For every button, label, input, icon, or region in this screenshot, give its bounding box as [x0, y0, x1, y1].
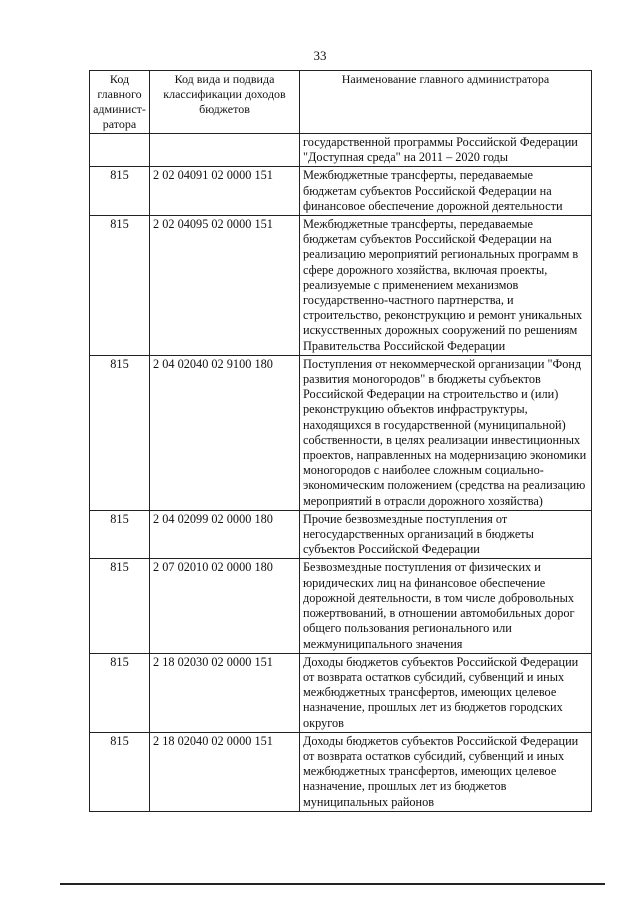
admin-name-cell: Доходы бюджетов субъектов Российской Федерации от возврата остатков субсидий, субвенций и иных межбюджетных трансфертов, имеющих целевое назначение, прошлых лет из бюджетов муниципальных районов	[300, 732, 592, 811]
admin-name-cell: государственной программы Российской Федерации "Доступная среда" на 2011 – 2020 годы	[300, 134, 592, 167]
admin-code-cell: 815	[90, 510, 150, 559]
table-row	[90, 510, 592, 559]
table-row	[90, 653, 592, 732]
revenue-code-cell: 2 04 02040 02 9100 180	[150, 355, 300, 510]
revenue-code-cell: 2 07 02010 02 0000 180	[150, 559, 300, 653]
table-row	[90, 559, 592, 653]
revenue-code-cell	[150, 134, 300, 167]
header-admin-code: Код главного админист-ратора	[90, 71, 150, 134]
admin-name-cell: Межбюджетные трансферты, передаваемые бюджетам субъектов Российской Федерации на финансовое обеспечение дорожной деятельности	[300, 167, 592, 216]
header-admin-name: Наименование главного администратора	[300, 71, 592, 134]
admin-code-cell: 815	[90, 559, 150, 653]
table-row	[90, 134, 592, 167]
table-row	[90, 167, 592, 216]
revenue-code-cell: 2 02 04091 02 0000 151	[150, 167, 300, 216]
header-revenue-code: Код вида и подвида классификации доходов бюджетов	[150, 71, 300, 134]
table-row	[90, 216, 592, 356]
admin-name-cell: Доходы бюджетов субъектов Российской Федерации от возврата остатков субсидий, субвенций и иных межбюджетных трансфертов, имеющих целевое назначение, прошлых лет из бюджетов городских округов	[300, 653, 592, 732]
revenue-code-cell: 2 18 02030 02 0000 151	[150, 653, 300, 732]
admin-code-cell: 815	[90, 167, 150, 216]
admin-name-cell: Прочие безвозмездные поступления от негосударственных организаций в бюджеты субъектов Российской Федерации	[300, 510, 592, 559]
table-row	[90, 355, 592, 510]
admin-name-cell: Поступления от некоммерческой организации "Фонд развития моногородов" в бюджеты субъектов Российской Федерации на строительство и (или) реконструкцию объектов инфраструктуры, находящихся в государственной (муниципальной) собственности, в целях реализации инвестиционных проектов, направленных на модернизацию экономики моногородов с наиболее сложным социально-экономическим положением (средства на реализацию мероприятий в отрасли дорожного хозяйства)	[300, 355, 592, 510]
admin-code-cell: 815	[90, 653, 150, 732]
footer-divider	[60, 883, 605, 885]
revenue-code-cell: 2 04 02099 02 0000 180	[150, 510, 300, 559]
admin-code-cell: 815	[90, 732, 150, 811]
admin-code-cell: 815	[90, 216, 150, 356]
revenue-administrators-table	[89, 70, 592, 812]
admin-name-cell: Безвозмездные поступления от физических и юридических лиц на финансовое обеспечение дорожной деятельности, в том числе добровольных пожертвований, в отношении автомобильных дорог общего пользования регионального или межмуниципального значения	[300, 559, 592, 653]
revenue-code-cell: 2 02 04095 02 0000 151	[150, 216, 300, 356]
table-row	[90, 732, 592, 811]
revenue-code-cell: 2 18 02040 02 0000 151	[150, 732, 300, 811]
table-header-row	[90, 71, 592, 134]
admin-code-cell	[90, 134, 150, 167]
admin-code-cell: 815	[90, 355, 150, 510]
admin-name-cell: Межбюджетные трансферты, передаваемые бюджетам субъектов Российской Федерации на реализацию мероприятий региональных программ в сфере дорожного хозяйства, включая проекты, реализуемые с применением механизмов государственно-частного партнерства, и строительство, реконструкцию и ремонт уникальных искусственных дорожных сооружений по решениям Правительства Российской Федерации	[300, 216, 592, 356]
page-number: 33	[313, 48, 327, 63]
